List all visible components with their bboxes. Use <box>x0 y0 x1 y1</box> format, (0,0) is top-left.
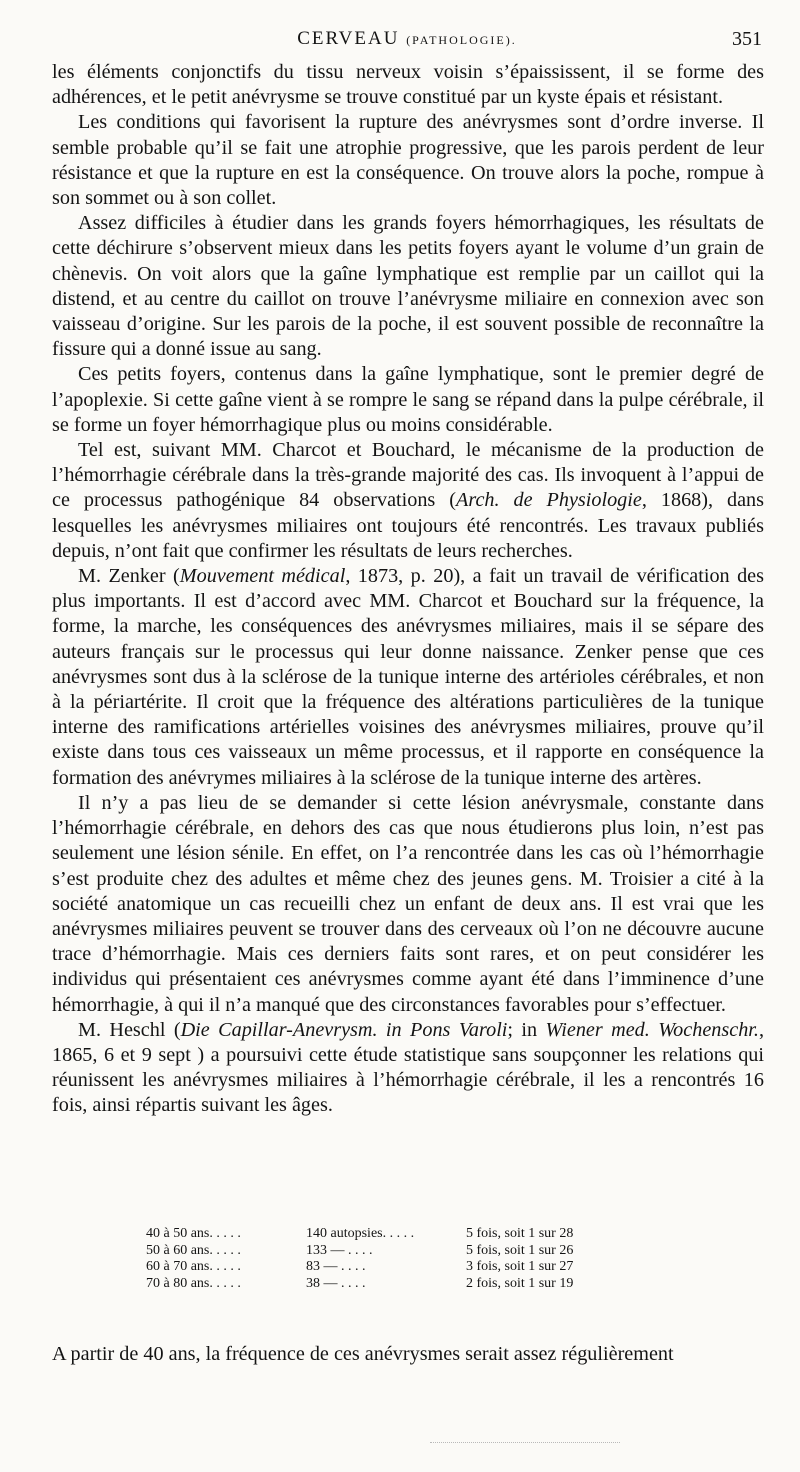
page-header <box>52 28 762 56</box>
table-cell: 50 à 60 ans. . . . . <box>146 1242 241 1258</box>
table-cell: 38 — . . . . <box>306 1275 366 1291</box>
table-cell: 5 fois, soit 1 sur 28 <box>466 1226 574 1241</box>
table-cell: 140 autopsies. . . . . <box>306 1226 415 1241</box>
paragraph <box>52 438 764 564</box>
citation-title: Mouvement médical <box>179 565 346 588</box>
page-number: 351 <box>732 28 762 50</box>
paragraph: Il n’y a pas lieu de se demander si cette lésion anévrysmale, constante dans l’hémorrhagie cérébrale, en dehors des cas que nous étudierons plus loin, n’est pas seulement une lésion sénile. En effet, on l’a rencontrée dans les cas où l’hémorrhagie s’est produite chez des adultes et même chez des jeunes gens. M. Troisier a cité à la société anatomique un cas recueilli chez un enfant de deux ans. Il est vrai que les anévrysmes miliaires peuvent se trouver dans des cerveaux où l’on ne découvre aucune trace d’hémorrhagie. Mais ces derniers faits sont rares, et on peut considérer les individus qui présentaient ces anévrysmes comme ayant été dans l’imminence d’une hémorrhagie, à qui il n’a manqué que des circonstances favorables pour s’effectuer. <box>52 791 764 1016</box>
paragraph: Assez difficiles à étudier dans les grands foyers hémorrhagiques, les résultats de cette déchirure s’observent mieux dans les petits foyers ayant le volume d’un grain de chènevis. On voit alors que la gaîne lymphatique est remplie par un caillot qui la distend, et au centre du caillot on trouve l’anévrysme miliaire en connexion avec son vaisseau d’origine. Sur les parois de la poche, il est souvent possible de reconnaître la fissure qui a donné issue au sang. <box>52 212 764 361</box>
paragraph-text: M. Heschl ( <box>78 1018 181 1041</box>
citation-title: Die Capillar-Anevrysm. in Pons Varoli <box>180 1018 508 1041</box>
running-head <box>52 28 762 50</box>
paragraph: les éléments conjonctifs du tissu nerveux voisin s’épaississent, il se forme des adhérences, et le petit anévrysme se trouve constitué par un kyste épais et résistant. <box>52 61 764 109</box>
paragraph: Ces petits foyers, contenus dans la gaîne lymphatique, sont le premier degré de l’apoplexie. Si cette gaîne vient à se rompre le sang se répand dans la pulpe cérébrale, il se forme un foyer hémorrhagique plus ou moins considérable. <box>52 363 764 436</box>
table-row <box>146 1259 646 1276</box>
paragraph <box>52 1018 764 1119</box>
running-head-subtitle: (PATHOLOGIE). <box>406 33 517 47</box>
citation-title: Arch. de Physiologie <box>456 489 642 512</box>
age-statistics-table <box>146 1226 646 1292</box>
running-head-title: CERVEAU <box>297 28 400 49</box>
table-cell: 3 fois, soit 1 sur 27 <box>466 1259 574 1275</box>
paragraph <box>52 564 764 791</box>
paragraph-text: , 1865, 6 et 9 sept ) a poursuivi cette étude statistique sans soupçonner les relations qui réunissent les anévrysmes miliaires à l’hémorrhagie cérébrale, il les a rencontrés 16 fois, ainsi répartis suivant les âges. <box>52 1018 764 1117</box>
table-row <box>146 1243 646 1260</box>
paragraph-text: Tel est, suivant MM. Charcot et Bouchard, le mécanisme de la production de l’hémorrhagie cérébrale dans la très-grande majorité des cas. Ils invoquent à l’appui de ce processus pathogénique 84 observations ( <box>52 439 764 512</box>
body-text <box>52 60 764 1119</box>
citation-title: Wiener med. Wochenschr. <box>545 1018 759 1041</box>
table-cell: 2 fois, soit 1 sur 19 <box>466 1275 574 1291</box>
paragraph-text: , 1868), dans lesquelles les anévrysmes miliaires ont toujours été rencontrés. Les travaux publiés depuis, n’ont fait que confirmer les résultats de leurs recherches. <box>52 489 765 562</box>
table-cell: 5 fois, soit 1 sur 26 <box>466 1242 574 1258</box>
paragraph-text: ; in <box>507 1018 546 1041</box>
table-row <box>146 1276 646 1293</box>
print-artifact <box>430 1442 620 1444</box>
table-cell: 133 — . . . . <box>306 1242 373 1258</box>
table-cell: 60 à 70 ans. . . . . <box>146 1259 241 1275</box>
table-cell: 70 à 80 ans. . . . . <box>146 1275 241 1291</box>
paragraph-text: M. Zenker ( <box>78 565 180 588</box>
table-cell: 40 à 50 ans. . . . . <box>146 1226 241 1241</box>
table-cell: 83 — . . . . <box>306 1259 366 1275</box>
table-row <box>146 1226 646 1243</box>
final-line: A partir de 40 ans, la fréquence de ces anévrysmes serait assez régulièrement <box>52 1343 674 1366</box>
paragraph-text: , 1873, p. 20), a fait un travail de vérification des plus importants. Il est d’accord avec MM. Charcot et Bouchard sur la fréquence, la forme, la marche, les conséquences des anévrysmes miliaires, mais il se sépare des auteurs français sur le processus qui leur donne naissance. Zenker pense que ces anévrysmes sont dus à la sclérose de la tunique interne des artérioles cérébrales, et non à la périartérite. Il croit que la fréquence des altérations particulières de la tunique interne des ramifications artérielles voisines des anévrysmes miliaires, prouve qu’il existe dans tous ces vaisseaux un même processus, et il rapporte en conséquence la formation des anévrymes miliaires à la sclérose de la tunique interne des artères. <box>52 565 764 789</box>
paragraph: Les conditions qui favorisent la rupture des anévrysmes sont d’ordre inverse. Il semble probable qu’il se fait une atrophie progressive, que les parois perdent de leur résistance et que la rupture en est la conséquence. On trouve alors la poche, rompue à son sommet ou à son collet. <box>52 111 764 210</box>
